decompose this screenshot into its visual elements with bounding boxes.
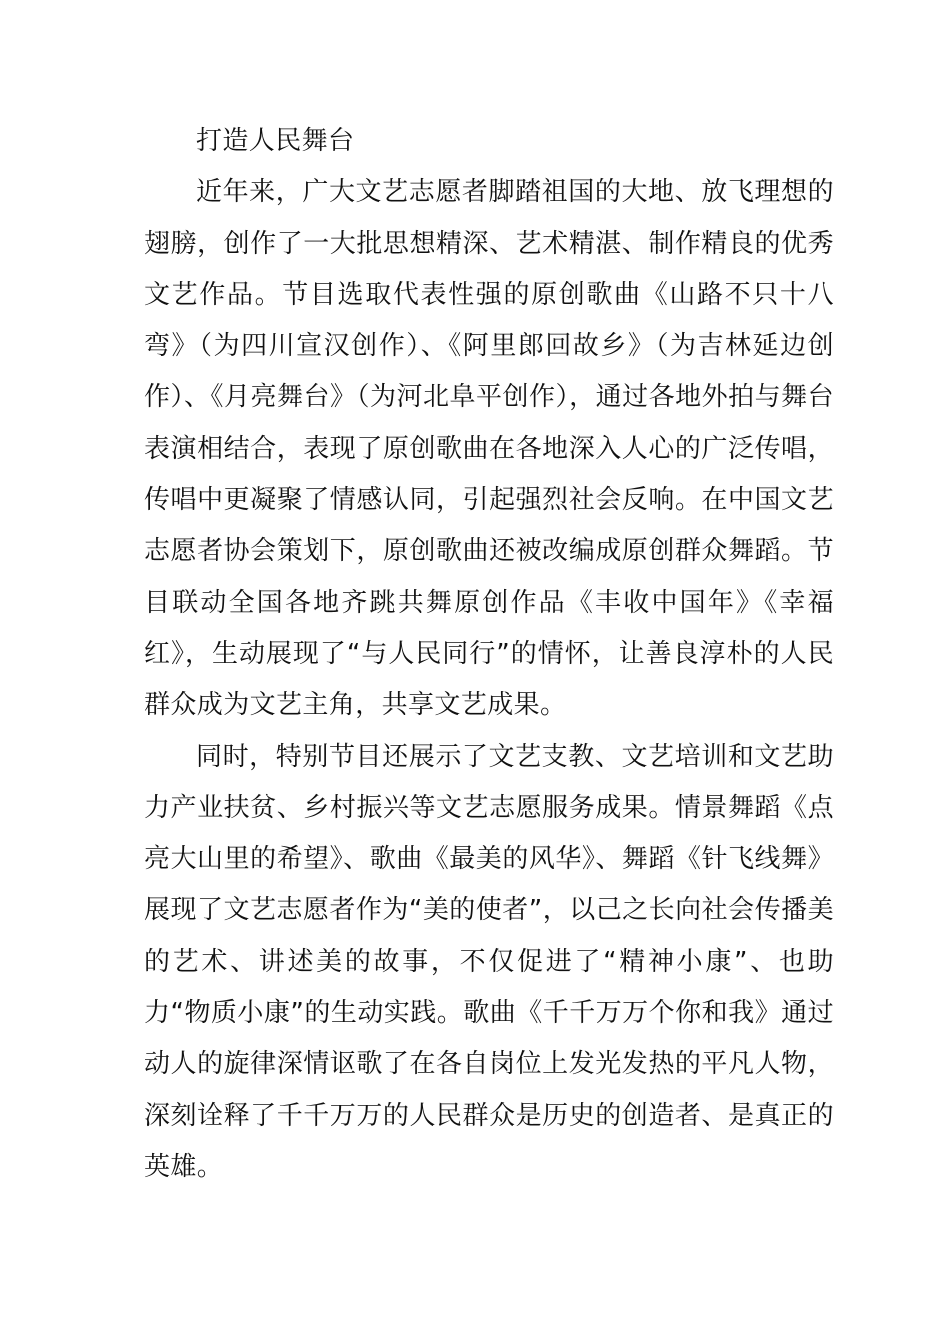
paragraph-2: 同时，特别节目还展示了文艺支教、文艺培训和文艺助力产业扶贫、乡村振兴等文艺志愿服务成果。情景舞蹈《点亮大山里的希望》、歌曲《最美的风华》、舞蹈《针飞线舞》展现了文艺志愿者作为“美的使者”，以己之长向社会传播美的艺术、讲述美的故事，不仅促进了“精神小康”、也助力“物质小康”的生动实践。歌曲《千千万万个你和我》通过动人的旋律深情讴歌了在各自岗位上发光发热的平凡人物，深刻诠释了千千万万的人民群众是历史的创造者、是真正的英雄。	[144, 741, 834, 1182]
section-title: 打造人民舞台	[196, 126, 355, 156]
paragraph-1: 近年来，广大文艺志愿者脚踏祖国的大地、放飞理想的翅膀，创作了一大批思想精深、艺术精湛、制作精良的优秀文艺作品。节目选取代表性强的原创歌曲《山路不只十八弯》（为四川宣汉创作）、《阿里郎回故乡》（为吉林延边创作）、《月亮舞台》（为河北阜平创作），通过各地外拍与舞台表演相结合，表现了原创歌曲在各地深入人心的广泛传唱，传唱中更凝聚了情感认同，引起强烈社会反响。在中国文艺志愿者协会策划下，原创歌曲还被改编成原创群众舞蹈。节目联动全国各地齐跳共舞原创作品《丰收中国年》《幸福红》，生动展现了“与人民同行”的情怀，让善良淳朴的人民群众成为文艺主角，共享文艺成果。	[144, 177, 834, 721]
document-body	[144, 116, 834, 1193]
